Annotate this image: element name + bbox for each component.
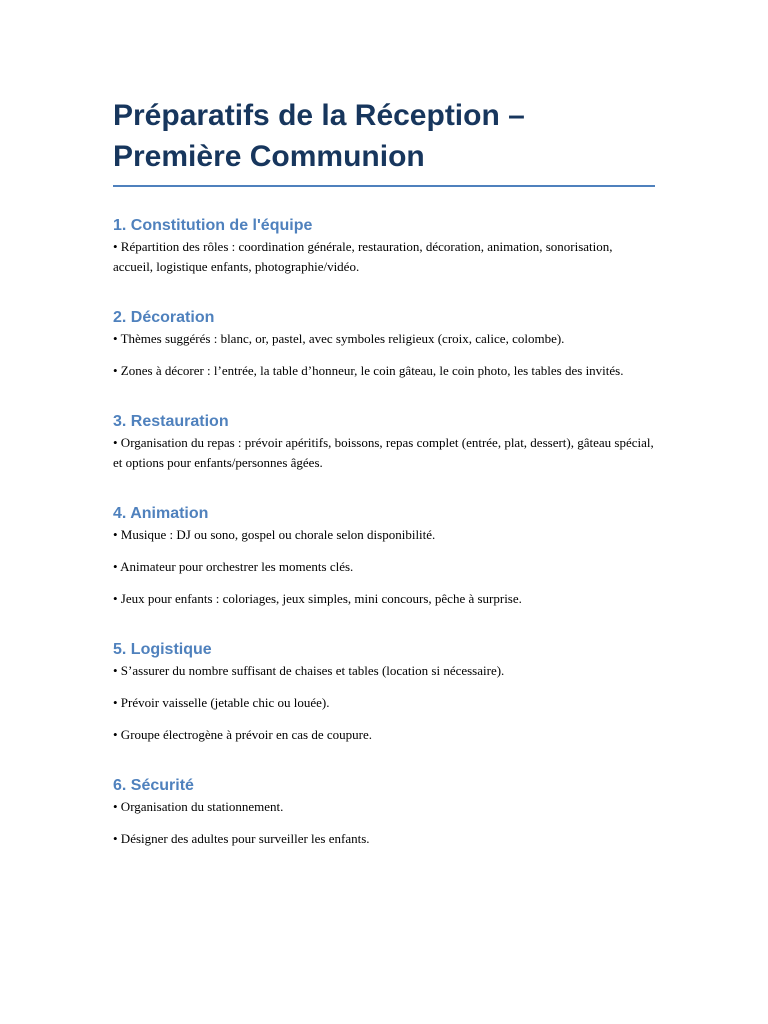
bullet-paragraph: • Prévoir vaisselle (jetable chic ou louée).	[113, 695, 330, 710]
bullet-paragraph: • Organisation du stationnement.	[113, 799, 284, 814]
bullet-paragraph: • Jeux pour enfants : coloriages, jeux simples, mini concours, pêche à surprise.	[113, 591, 522, 606]
bullet-paragraph: • Groupe électrogène à prévoir en cas de coupure.	[113, 727, 373, 742]
bullet-paragraph: • Désigner des adultes pour surveiller les enfants.	[113, 831, 370, 846]
section-security	[113, 775, 655, 849]
section-heading: 1. Constitution de l'équipe	[113, 217, 313, 234]
document-page	[113, 95, 655, 849]
bullet-paragraph: • Organisation du repas : prévoir apéritifs, boissons, repas complet (entrée, plat, dessert), gâteau spécial, et options pour enfants/personnes âgées.	[113, 435, 654, 470]
bullet-paragraph: • Animateur pour orchestrer les moments clés.	[113, 559, 354, 574]
section-animation	[113, 503, 655, 609]
section-heading: 2. Décoration	[113, 309, 215, 326]
document-title: Préparatifs de la Réception – Première Communion	[113, 95, 655, 187]
section-heading: 6. Sécurité	[113, 777, 194, 794]
section-heading: 5. Logistique	[113, 641, 212, 658]
bullet-paragraph: • Thèmes suggérés : blanc, or, pastel, avec symboles religieux (croix, calice, colombe).	[113, 331, 565, 346]
section-team	[113, 215, 655, 277]
section-heading: 4. Animation	[113, 505, 209, 522]
section-heading: 3. Restauration	[113, 413, 229, 430]
section-decoration	[113, 307, 655, 381]
section-catering	[113, 411, 655, 473]
bullet-paragraph: • Musique : DJ ou sono, gospel ou chorale selon disponibilité.	[113, 527, 436, 542]
bullet-paragraph: • Répartition des rôles : coordination générale, restauration, décoration, animation, sonorisation, accueil, logistique enfants, photographie/vidéo.	[113, 239, 613, 274]
section-logistics	[113, 639, 655, 745]
bullet-paragraph: • Zones à décorer : l’entrée, la table d’honneur, le coin gâteau, le coin photo, les tables des invités.	[113, 363, 624, 378]
bullet-paragraph: • S’assurer du nombre suffisant de chaises et tables (location si nécessaire).	[113, 663, 505, 678]
